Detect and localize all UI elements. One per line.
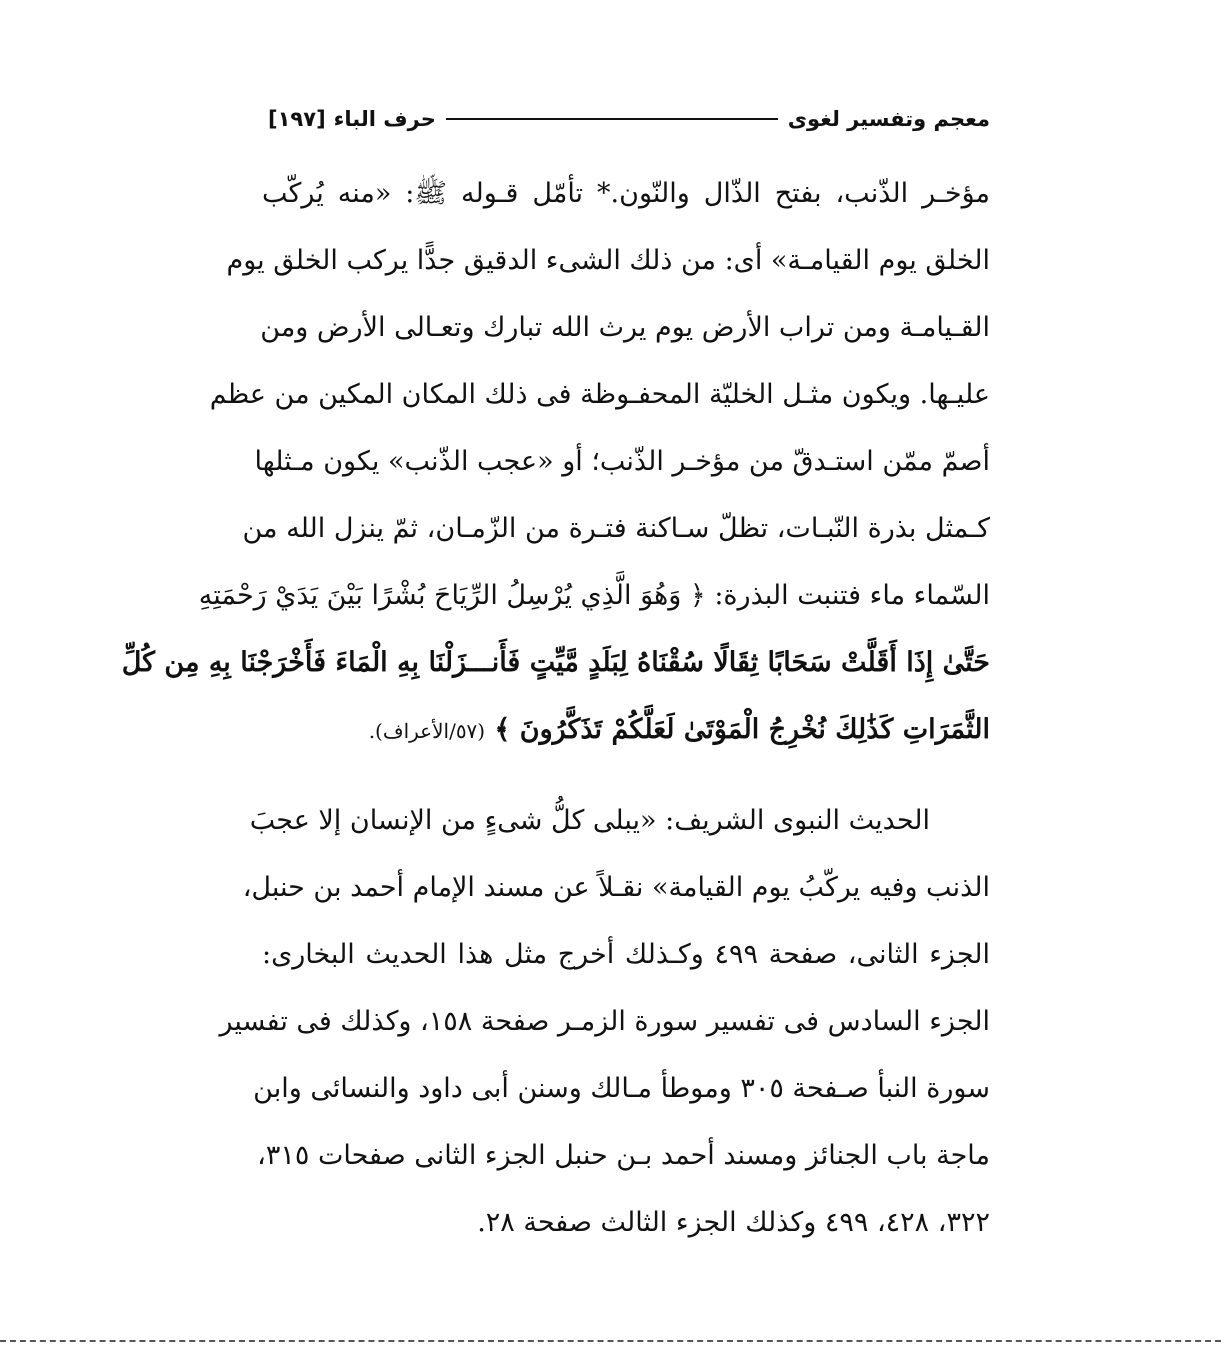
text-line: القـيامـة ومن تراب الأرض يوم يرث الله تبارك وتعـالى الأرض ومن [260,312,990,343]
text-line: عليـها. ويكون مثـل الخليّة المحفـوظة فى ذلك المكان المكين من عظم [209,379,990,410]
quran-verse-line: حَتَّىٰ إِذَا أَقَلَّتْ سَحَابًا ثِقَالًا سُقْنَاهُ لِبَلَدٍ مَّيِّتٍ فَأَنـــزَلْنَا بِهِ الْمَاءَ فَأَخْرَجْنَا بِهِ مِن كُلِّ [121,647,990,678]
text-line: سورة النبأ صـفحة ٣٠٥ وموطأ مـالك وسنن أبى داود والنسائى وابن [253,1073,990,1104]
text-line: مؤخـر الذّنب، بفتح الذّال والنّون.* تأمّل قـوله ﷺ: «منه يُركّب [262,178,990,209]
text-line: الذنب وفيه يركّبُ يوم القيامة» نقـلاً عن مسند الإمام أحمد بن حنبل، [242,872,990,903]
page-number: [١٩٧] [268,107,326,131]
verse-reference: (٥٧/الأعراف). [368,719,486,743]
body-text [121,160,990,1256]
text-line: كـمثل بذرة النّبـات، تظلّ سـاكنة فتـرة من الزّمـان، ثمّ ينزل الله من [242,513,990,544]
quran-verse-text: الثَّمَرَاتِ كَذَٰلِكَ نُخْرِجُ الْمَوْتَىٰ لَعَلَّكُمْ تَذَكَّرُونَ ﴾ [494,714,990,745]
section-title: حرف الباء [333,107,436,131]
book-title: معجم وتفسير لغوى [787,107,990,131]
page-bottom-edge [0,1340,1221,1342]
quran-verse-line-last [262,696,990,763]
header-rule [446,118,778,120]
text-line: الجزء السادس فى تفسير سورة الزمـر صفحة ١٥٨، وكذلك فى تفسير [219,1006,990,1037]
text-line-last: ٣٢٢، ٤٢٨، ٤٩٩ وكذلك الجزء الثالث صفحة ٢٨. [477,1207,990,1238]
text-line: الحديث النبوى الشريف: «يبلى كلُّ شىءٍ من الإنسان إلا عجبَ [249,805,930,836]
text-line: أصمّ ممّن استـدقّ من مؤخـر الذّنب؛ أو «عجب الذّنب» يكون مـثلها [254,446,990,477]
text-line: الجزء الثانى، صفحة ٤٩٩ وكـذلك أخرج مثل هذا الحديث البخارى: [262,939,990,970]
text-line: الخلق يوم القيامـة» أى: من ذلك الشىء الدقيق جدًّا يركب الخلق يوم [226,245,990,276]
paragraph-gap [262,763,990,787]
text-line: السّماء ماء فتنبت البذرة: ﴿ وَهُوَ الَّذِي يُرْسِلُ الرِّيَاحَ بُشْرًا بَيْنَ يَدَيْ رَحْمَتِهِ [198,580,990,611]
text-line: ماجة باب الجنائز ومسند أحمد بـن حنبل الجزء الثانى صفحات ٣١٥، [257,1140,990,1171]
running-header [268,104,990,134]
